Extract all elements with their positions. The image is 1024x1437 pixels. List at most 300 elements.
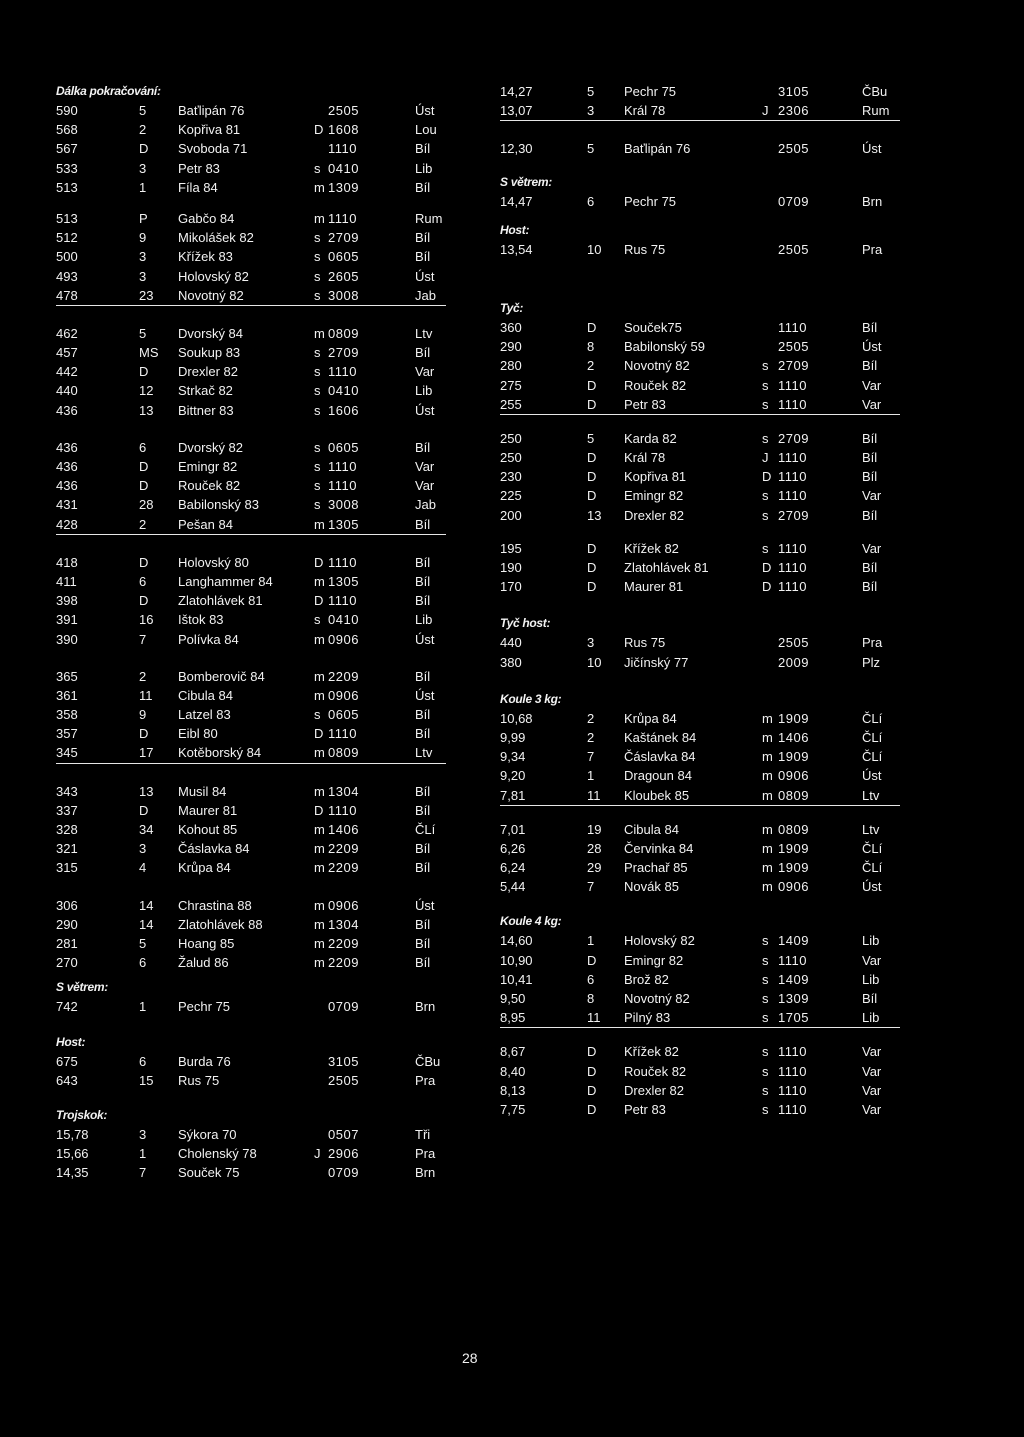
cell-name: Rouček 82 bbox=[624, 377, 687, 393]
cell-date: 1110 bbox=[778, 488, 807, 504]
cell-club: Pra bbox=[415, 1072, 436, 1088]
cell-res: 567 bbox=[56, 141, 78, 157]
cell-type: s bbox=[762, 1082, 769, 1098]
results-block bbox=[500, 299, 900, 415]
cell-name: Souček 75 bbox=[178, 1165, 240, 1181]
cell-res: 7,01 bbox=[500, 821, 526, 837]
result-row bbox=[56, 324, 446, 343]
cell-type: D bbox=[762, 560, 772, 575]
cell-club: Lib bbox=[415, 160, 433, 176]
cell-type: s bbox=[314, 160, 321, 176]
cell-res: 290 bbox=[56, 916, 78, 932]
cell-name: Svoboda 71 bbox=[178, 141, 248, 157]
cell-name: Holovský 82 bbox=[624, 933, 695, 949]
section-heading: Koule 4 kg: bbox=[500, 914, 562, 929]
section-heading: Tyč host: bbox=[500, 616, 551, 631]
cell-date: 1110 bbox=[778, 469, 807, 485]
result-row bbox=[56, 820, 446, 839]
cell-res: 357 bbox=[56, 726, 78, 742]
cell-name: Cibula 84 bbox=[624, 821, 679, 837]
cell-res: 200 bbox=[500, 507, 522, 523]
result-row bbox=[500, 577, 900, 596]
cell-type: m bbox=[314, 841, 325, 857]
cell-res: 14,27 bbox=[500, 84, 533, 99]
cell-name: Pechr 75 bbox=[178, 999, 231, 1015]
cell-res: 13,07 bbox=[500, 103, 533, 119]
cell-date: 0906 bbox=[778, 879, 809, 895]
cell-place: D bbox=[587, 1082, 597, 1098]
cell-type: s bbox=[314, 383, 321, 399]
cell-club: Bíl bbox=[862, 450, 878, 466]
cell-club: Var bbox=[862, 396, 882, 412]
cell-club: Bíl bbox=[415, 707, 431, 723]
cell-club: Bíl bbox=[415, 860, 431, 876]
cell-place: 1 bbox=[587, 768, 595, 784]
cell-name: Babilonský 59 bbox=[624, 339, 705, 355]
cell-club: ČLí bbox=[862, 710, 883, 726]
cell-res: 675 bbox=[56, 1053, 78, 1069]
cell-place: D bbox=[139, 459, 149, 474]
result-row bbox=[56, 1163, 446, 1182]
cell-place: 5 bbox=[139, 325, 147, 341]
result-row bbox=[56, 178, 446, 197]
result-row bbox=[500, 653, 900, 672]
cell-type: m bbox=[762, 710, 773, 726]
cell-type: s bbox=[314, 287, 321, 303]
cell-res: 9,20 bbox=[500, 768, 526, 784]
result-row bbox=[500, 506, 900, 525]
cell-club: Bíl bbox=[415, 179, 431, 195]
cell-type: s bbox=[762, 971, 769, 987]
cell-res: 590 bbox=[56, 103, 78, 118]
result-row bbox=[56, 801, 446, 820]
cell-date: 2505 bbox=[778, 241, 809, 257]
result-row bbox=[500, 192, 900, 211]
cell-type: s bbox=[314, 478, 321, 494]
cell-place: P bbox=[139, 210, 148, 226]
cell-place: 8 bbox=[587, 339, 595, 355]
results-block bbox=[56, 209, 446, 306]
cell-name: Hoang 85 bbox=[178, 935, 235, 951]
cell-name: Cibula 84 bbox=[178, 687, 233, 703]
left-column bbox=[56, 82, 446, 1182]
cell-place: D bbox=[139, 478, 149, 494]
cell-res: 6,26 bbox=[500, 840, 526, 856]
cell-type: s bbox=[762, 991, 769, 1006]
result-row bbox=[500, 101, 900, 121]
cell-place: D bbox=[587, 952, 597, 968]
result-row bbox=[500, 1008, 900, 1028]
cell-date: 1110 bbox=[328, 593, 357, 609]
cell-name: Krůpa 84 bbox=[624, 710, 677, 726]
results-block bbox=[500, 912, 900, 1028]
cell-date: 0709 bbox=[778, 193, 809, 209]
cell-type: s bbox=[314, 439, 321, 455]
cell-place: 17 bbox=[139, 745, 154, 761]
section-heading: Tyč: bbox=[500, 300, 524, 315]
result-row bbox=[56, 953, 446, 972]
cell-type: J bbox=[762, 450, 769, 466]
cell-place: 4 bbox=[139, 860, 147, 876]
results-block bbox=[500, 614, 900, 671]
cell-name: Dvorský 84 bbox=[178, 325, 244, 341]
cell-club: Bíl bbox=[862, 430, 878, 446]
cell-club: Bíl bbox=[415, 230, 431, 246]
cell-date: 0809 bbox=[328, 325, 359, 341]
cell-club: Úst bbox=[415, 402, 435, 418]
cell-place: D bbox=[587, 1101, 597, 1117]
cell-res: 14,47 bbox=[500, 193, 533, 209]
cell-date: 1909 bbox=[778, 860, 809, 876]
cell-club: Brn bbox=[415, 1165, 436, 1181]
cell-date: 2906 bbox=[328, 1146, 359, 1162]
cell-type: s bbox=[762, 1101, 769, 1117]
cell-club: ČLí bbox=[862, 860, 883, 876]
cell-res: 270 bbox=[56, 955, 78, 971]
cell-club: Brn bbox=[862, 193, 883, 209]
cell-place: D bbox=[587, 396, 597, 412]
cell-name: Polívka 84 bbox=[178, 631, 239, 647]
cell-club: Bíl bbox=[862, 579, 878, 595]
cell-res: 9,50 bbox=[500, 991, 526, 1006]
result-row bbox=[500, 728, 900, 747]
cell-date: 1909 bbox=[778, 840, 809, 856]
cell-res: 306 bbox=[56, 897, 78, 913]
cell-name: Souček75 bbox=[624, 319, 682, 335]
cell-name: Emingr 82 bbox=[624, 952, 684, 968]
cell-date: 1110 bbox=[778, 540, 807, 556]
cell-type: s bbox=[314, 268, 321, 284]
cell-date: 2709 bbox=[328, 345, 359, 361]
cell-date: 1909 bbox=[778, 710, 809, 726]
cell-club: ČBu bbox=[862, 84, 888, 99]
result-row bbox=[500, 395, 900, 415]
cell-club: Var bbox=[415, 364, 435, 380]
cell-date: 1110 bbox=[328, 478, 357, 494]
cell-name: Bittner 83 bbox=[178, 402, 234, 418]
cell-type: s bbox=[762, 952, 769, 968]
cell-place: 12 bbox=[139, 383, 154, 399]
cell-place: 3 bbox=[587, 103, 595, 119]
results-block bbox=[56, 1106, 446, 1183]
results-block bbox=[500, 221, 900, 259]
result-row bbox=[56, 101, 446, 120]
cell-place: 15 bbox=[139, 1072, 154, 1088]
cell-type: m bbox=[314, 783, 325, 799]
cell-place: 34 bbox=[139, 822, 154, 837]
cell-club: Lib bbox=[415, 612, 433, 628]
cell-name: Pechr 75 bbox=[624, 193, 677, 209]
result-row bbox=[56, 476, 446, 495]
cell-club: Bíl bbox=[415, 668, 431, 684]
cell-date: 1110 bbox=[778, 1101, 807, 1117]
cell-name: Dragoun 84 bbox=[624, 768, 692, 784]
result-row bbox=[500, 989, 900, 1008]
result-row bbox=[500, 318, 900, 337]
cell-res: 8,67 bbox=[500, 1044, 526, 1060]
cell-res: 195 bbox=[500, 540, 522, 556]
cell-place: 3 bbox=[587, 635, 595, 651]
cell-res: 321 bbox=[56, 841, 78, 857]
cell-club: Var bbox=[862, 488, 882, 504]
cell-club: Bíl bbox=[415, 249, 431, 265]
result-row bbox=[56, 896, 446, 915]
cell-club: Pra bbox=[862, 635, 883, 651]
result-row bbox=[56, 159, 446, 178]
cell-place: 28 bbox=[139, 497, 154, 513]
cell-place: 6 bbox=[139, 439, 147, 455]
cell-name: Ištok 83 bbox=[178, 612, 224, 628]
cell-name: Čáslavka 84 bbox=[178, 841, 250, 857]
cell-date: 1110 bbox=[778, 579, 807, 595]
cell-res: 457 bbox=[56, 345, 78, 361]
section-heading: Trojskok: bbox=[56, 1107, 108, 1122]
cell-club: Jab bbox=[415, 497, 436, 513]
cell-name: Novotný 82 bbox=[624, 991, 690, 1006]
cell-club: Bíl bbox=[415, 345, 431, 361]
cell-name: Bomberovič 84 bbox=[178, 668, 265, 684]
cell-club: Bíl bbox=[415, 955, 431, 971]
cell-type: m bbox=[314, 179, 325, 195]
cell-type: s bbox=[314, 459, 321, 474]
cell-date: 0605 bbox=[328, 707, 359, 723]
result-row bbox=[500, 82, 900, 101]
cell-res: 358 bbox=[56, 707, 78, 723]
cell-name: Zlatohlávek 88 bbox=[178, 916, 263, 932]
cell-name: Čáslavka 84 bbox=[624, 749, 696, 765]
result-row bbox=[56, 724, 446, 743]
cell-type: D bbox=[314, 593, 324, 609]
result-row bbox=[56, 139, 446, 158]
cell-name: Mikolášek 82 bbox=[178, 230, 254, 246]
cell-type: D bbox=[314, 122, 324, 138]
cell-name: Fíla 84 bbox=[178, 179, 218, 195]
cell-res: 250 bbox=[500, 450, 522, 466]
cell-club: Bíl bbox=[862, 560, 878, 575]
cell-res: 14,35 bbox=[56, 1165, 89, 1181]
cell-date: 0709 bbox=[328, 999, 359, 1015]
cell-date: 0906 bbox=[328, 631, 359, 647]
cell-club: Tři bbox=[415, 1126, 431, 1142]
cell-date: 1304 bbox=[328, 783, 359, 799]
result-row bbox=[56, 209, 446, 228]
cell-place: 6 bbox=[139, 1053, 147, 1069]
cell-res: 533 bbox=[56, 160, 78, 176]
cell-club: Ltv bbox=[862, 787, 880, 803]
result-row bbox=[56, 667, 446, 686]
result-row bbox=[500, 429, 900, 448]
cell-place: 5 bbox=[587, 430, 595, 446]
cell-place: 6 bbox=[587, 193, 595, 209]
results-block bbox=[500, 173, 900, 211]
cell-name: Křížek 82 bbox=[624, 540, 679, 556]
cell-name: Petr 83 bbox=[624, 1101, 666, 1117]
cell-date: 1110 bbox=[778, 952, 807, 968]
cell-place: D bbox=[587, 450, 597, 466]
section-heading: Dálka pokračování: bbox=[56, 84, 161, 98]
cell-club: Bíl bbox=[862, 319, 878, 335]
cell-place: 13 bbox=[587, 507, 602, 523]
cell-res: 411 bbox=[56, 573, 77, 589]
cell-date: 0906 bbox=[328, 687, 359, 703]
cell-place: 6 bbox=[139, 573, 147, 589]
cell-res: 14,60 bbox=[500, 933, 533, 949]
cell-place: D bbox=[587, 377, 597, 393]
result-row bbox=[56, 839, 446, 858]
results-block bbox=[500, 1042, 900, 1119]
cell-res: 431 bbox=[56, 497, 78, 513]
cell-name: Král 78 bbox=[624, 103, 666, 119]
result-row bbox=[500, 877, 900, 896]
result-row bbox=[500, 1062, 900, 1081]
cell-res: 343 bbox=[56, 783, 78, 799]
cell-type: m bbox=[762, 749, 773, 765]
cell-res: 275 bbox=[500, 377, 522, 393]
cell-name: Krůpa 84 bbox=[178, 860, 231, 876]
cell-place: 5 bbox=[139, 103, 147, 118]
result-row bbox=[56, 743, 446, 763]
cell-date: 0809 bbox=[328, 745, 359, 761]
cell-type: m bbox=[314, 325, 325, 341]
result-row bbox=[500, 240, 900, 259]
cell-name: Strkač 82 bbox=[178, 383, 233, 399]
cell-type: D bbox=[314, 726, 324, 742]
cell-type: s bbox=[762, 1044, 769, 1060]
cell-type: m bbox=[314, 573, 325, 589]
cell-club: ČLí bbox=[862, 729, 883, 745]
results-block bbox=[56, 82, 446, 197]
cell-name: Zlatohlávek 81 bbox=[624, 560, 709, 575]
cell-res: 345 bbox=[56, 745, 78, 761]
cell-name: Pešan 84 bbox=[178, 516, 233, 532]
cell-res: 230 bbox=[500, 469, 522, 485]
cell-place: 2 bbox=[587, 729, 595, 745]
cell-date: 1110 bbox=[328, 726, 357, 742]
cell-club: Bíl bbox=[415, 841, 431, 857]
cell-type: s bbox=[762, 396, 769, 412]
cell-place: 7 bbox=[587, 879, 595, 895]
cell-name: Křížek 82 bbox=[624, 1044, 679, 1060]
cell-club: Var bbox=[862, 1082, 882, 1098]
cell-place: 23 bbox=[139, 287, 154, 303]
cell-type: s bbox=[314, 497, 321, 513]
cell-place: D bbox=[587, 1044, 597, 1060]
cell-club: Rum bbox=[415, 210, 443, 226]
cell-res: 513 bbox=[56, 179, 78, 195]
result-row bbox=[56, 1052, 446, 1071]
cell-type: s bbox=[314, 707, 321, 723]
cell-date: 0906 bbox=[328, 897, 359, 913]
cell-date: 1409 bbox=[778, 971, 809, 987]
cell-type: m bbox=[762, 840, 773, 856]
cell-res: 478 bbox=[56, 287, 78, 303]
result-row bbox=[500, 633, 900, 652]
cell-name: Rouček 82 bbox=[178, 478, 241, 494]
cell-res: 436 bbox=[56, 478, 78, 494]
cell-res: 365 bbox=[56, 668, 78, 684]
cell-res: 15,66 bbox=[56, 1146, 89, 1162]
cell-club: ČLí bbox=[862, 840, 883, 856]
cell-club: Bíl bbox=[862, 358, 878, 374]
cell-date: 1110 bbox=[328, 210, 357, 226]
cell-place: 6 bbox=[139, 955, 147, 971]
cell-date: 1705 bbox=[778, 1010, 809, 1026]
cell-name: Rus 75 bbox=[178, 1072, 220, 1088]
cell-place: D bbox=[139, 141, 149, 157]
section-heading: Host: bbox=[500, 222, 530, 237]
result-row bbox=[56, 343, 446, 362]
result-row bbox=[500, 356, 900, 375]
cell-name: Sýkora 70 bbox=[178, 1126, 237, 1142]
cell-date: 1606 bbox=[328, 402, 359, 418]
cell-res: 436 bbox=[56, 459, 78, 474]
cell-place: 11 bbox=[139, 687, 153, 703]
cell-club: Úst bbox=[862, 339, 882, 355]
cell-res: 337 bbox=[56, 802, 78, 818]
cell-date: 2209 bbox=[328, 668, 359, 684]
cell-place: 8 bbox=[587, 991, 595, 1006]
cell-date: 1110 bbox=[778, 377, 807, 393]
cell-place: 10 bbox=[587, 241, 602, 257]
result-row bbox=[500, 467, 900, 486]
result-row bbox=[500, 337, 900, 356]
results-block bbox=[56, 324, 446, 420]
cell-place: 5 bbox=[587, 141, 595, 157]
cell-place: 14 bbox=[139, 916, 154, 932]
cell-res: 7,75 bbox=[500, 1101, 526, 1117]
cell-type: m bbox=[762, 860, 773, 876]
cell-name: Cholenský 78 bbox=[178, 1146, 257, 1162]
cell-date: 2209 bbox=[328, 860, 359, 876]
cell-place: D bbox=[587, 488, 597, 504]
cell-name: Pilný 83 bbox=[624, 1010, 671, 1026]
cell-club: Jab bbox=[415, 287, 436, 303]
cell-place: D bbox=[139, 726, 149, 742]
cell-res: 15,78 bbox=[56, 1126, 89, 1142]
result-row bbox=[56, 495, 446, 514]
cell-res: 440 bbox=[500, 635, 522, 651]
results-block bbox=[500, 429, 900, 525]
cell-date: 1110 bbox=[778, 560, 807, 575]
results-block bbox=[56, 553, 446, 649]
cell-res: 380 bbox=[500, 654, 522, 670]
result-row bbox=[56, 247, 446, 266]
cell-place: 13 bbox=[139, 402, 154, 418]
cell-type: m bbox=[314, 822, 325, 837]
cell-club: Bíl bbox=[415, 439, 431, 455]
cell-date: 2306 bbox=[778, 103, 809, 119]
result-row bbox=[56, 630, 446, 649]
cell-date: 2605 bbox=[328, 268, 359, 284]
cell-club: Lib bbox=[862, 1010, 880, 1026]
cell-name: Musil 84 bbox=[178, 783, 227, 799]
cell-date: 1110 bbox=[778, 1044, 807, 1060]
result-row bbox=[56, 286, 446, 306]
cell-date: 1409 bbox=[778, 933, 809, 949]
cell-type: J bbox=[762, 103, 769, 119]
cell-type: m bbox=[314, 668, 325, 684]
cell-date: 2505 bbox=[328, 103, 359, 118]
cell-date: 2009 bbox=[778, 654, 809, 670]
cell-type: D bbox=[762, 579, 772, 595]
cell-date: 1309 bbox=[778, 991, 809, 1006]
cell-res: 10,68 bbox=[500, 710, 533, 726]
result-row bbox=[56, 267, 446, 286]
cell-date: 1304 bbox=[328, 916, 359, 932]
cell-res: 290 bbox=[500, 339, 522, 355]
cell-type: m bbox=[314, 935, 325, 951]
cell-club: Plz bbox=[862, 654, 881, 670]
